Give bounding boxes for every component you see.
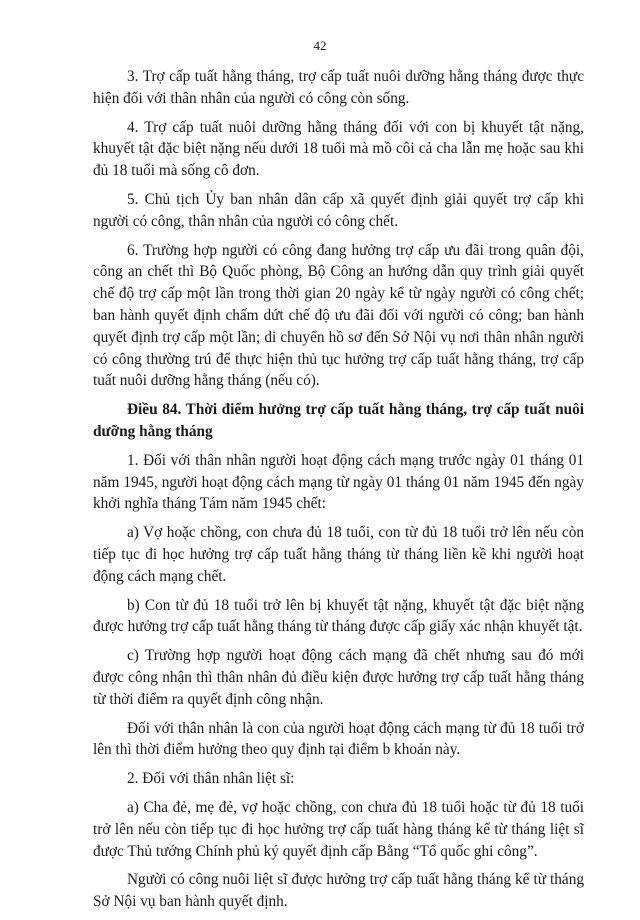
paragraph-84-1-a: a) Vợ hoặc chồng, con chưa đủ 18 tuổi, con từ đủ 18 tuổi trở lên nếu còn tiếp tục đi học hưởng trợ cấp tuất hằng tháng từ tháng liền kề khi người hoạt động cách mạng chết. xyxy=(93,524,584,585)
document-body xyxy=(93,66,584,920)
paragraph-84-2-a: a) Cha đẻ, mẹ đẻ, vợ hoặc chồng, con chưa đủ 18 tuổi hoặc từ đủ 18 tuổi trở lên nếu còn tiếp tục đi học hưởng trợ cấp tuất hàng tháng kể từ tháng liệt sĩ được Thủ tướng Chính phủ ký quyết định cấp Bằng “Tổ quốc ghi công”. xyxy=(93,798,584,860)
paragraph-84-2-note: Người có công nuôi liệt sĩ được hưởng trợ cấp tuất hằng tháng kể từ tháng Sở Nội vụ ban hành quyết định. xyxy=(93,871,584,911)
paragraph-clause-4: 4. Trợ cấp tuất nuôi dưỡng hằng tháng đối với con bị khuyết tật nặng, khuyết tật đặc biệt nặng nếu dưới 18 tuổi mà mồ côi cả cha lẫn mẹ hoặc sau khi đủ 18 tuổi mà sống cô đơn. xyxy=(93,118,584,180)
paragraph-84-clause-1: 1. Đối với thân nhân người hoạt động cách mạng trước ngày 01 tháng 01 năm 1945, người hoạt động cách mạng từ ngày 01 tháng 01 năm 1945 đến ngày khởi nghĩa tháng Tám năm 1945 chết: xyxy=(93,451,584,513)
paragraph-clause-3: 3. Trợ cấp tuất hằng tháng, trợ cấp tuất nuôi dưỡng hằng tháng được thực hiện đối với thân nhân của người có công còn sống. xyxy=(93,68,584,107)
paragraph-84-clause-2: 2. Đối với thân nhân liệt sĩ: xyxy=(127,770,295,788)
paragraph-84-1-b: b) Con từ đủ 18 tuổi trở lên bị khuyết tật nặng, khuyết tật đặc biệt nặng được hưởng trợ cấp tuất hằng tháng từ tháng được cấp giấy xác nhận khuyết tật. xyxy=(93,596,584,636)
page-number: 42 xyxy=(313,38,327,53)
paragraph-clause-6: 6. Trường hợp người có công đang hưởng trợ cấp ưu đãi trong quân đội, công an chết thì Bộ Quốc phòng, Bộ Công an hướng dẫn quy trình giải quyết chế độ trợ cấp một lần trong thời gian 20 ngày kể từ ngày người có công chết; ban hành quyết định chấm dứt chế độ ưu đãi đối với người có công; ban hành quyết định trợ cấp một lần; di chuyển hồ sơ đến Sở Nội vụ nơi thân nhân người có công thường trú để thực hiện thủ tục hưởng trợ cấp tuất hằng tháng, trợ cấp tuất nuôi dưỡng hằng tháng (nếu có). xyxy=(93,241,584,390)
paragraph-84-1-c: c) Trường hợp người hoạt động cách mạng đã chết nhưng sau đó mới được công nhận thì thân nhân đủ điều kiện được hưởng trợ cấp tuất hằng tháng từ thời điểm ra quyết định công nhận. xyxy=(93,647,584,708)
paragraph-clause-5: 5. Chủ tịch Ủy ban nhân dân cấp xã quyết định giải quyết trợ cấp khi người có công, thân nhân của người có công chết. xyxy=(93,190,584,230)
paragraph-84-1-note: Đối với thân nhân là con của người hoạt động cách mạng từ đủ 18 tuổi trở lên thì thời điểm hưởng theo quy định tại điểm b khoản này. xyxy=(93,719,584,759)
article-84-heading: Điều 84. Thời điểm hưởng trợ cấp tuất hằng tháng, trợ cấp tuất nuôi dưỡng hằng tháng xyxy=(93,401,584,440)
